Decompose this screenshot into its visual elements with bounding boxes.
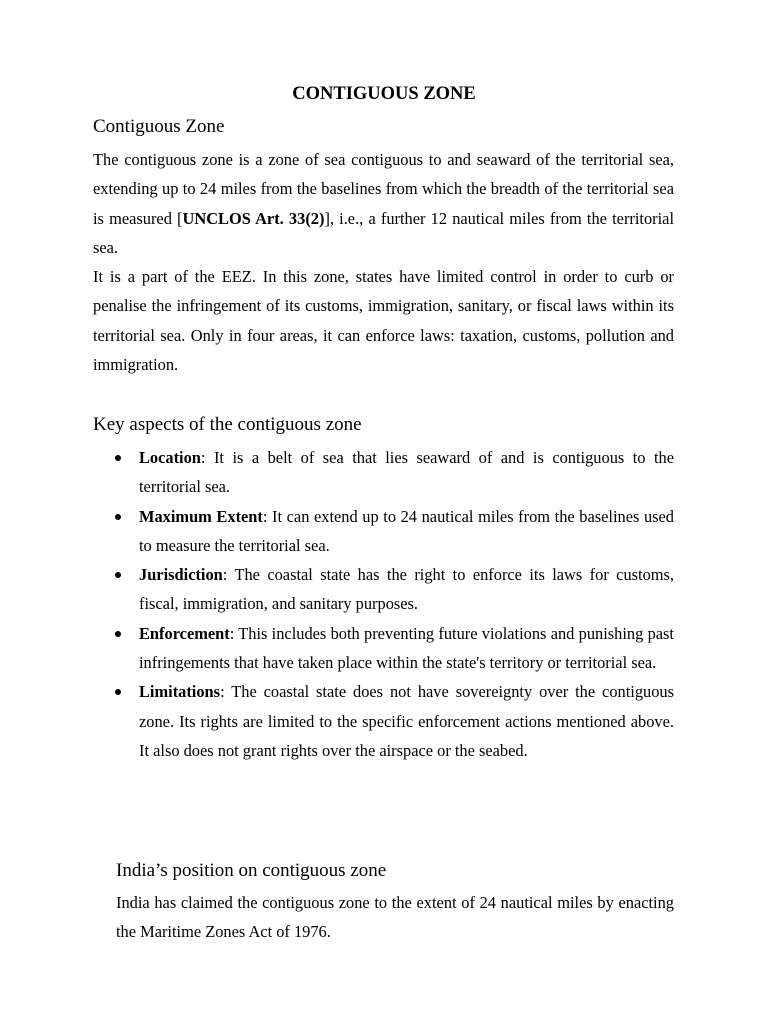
paragraph-definition bbox=[93, 145, 674, 262]
document-title: CONTIGUOUS ZONE bbox=[292, 84, 476, 104]
bullet-icon bbox=[115, 514, 121, 520]
bullet-icon bbox=[115, 689, 121, 695]
list-item bbox=[93, 443, 674, 502]
list-item-term: Location bbox=[139, 448, 201, 467]
list-item bbox=[93, 677, 674, 765]
section-heading-key-aspects: Key aspects of the contiguous zone bbox=[93, 414, 362, 435]
bullet-icon bbox=[115, 631, 121, 637]
list-item-text: : It can extend up to 24 nautical miles from the baselines used to measure the territorial sea. bbox=[139, 506, 674, 555]
list-item bbox=[93, 560, 674, 619]
list-item-term: Maximum Extent bbox=[139, 506, 263, 526]
list-item-text: : This includes both preventing future violations and punishing past infringements that have taken place within the state's territory or territorial sea. bbox=[139, 623, 674, 673]
section-heading-india-position: India’s position on contiguous zone bbox=[116, 860, 387, 881]
list-item-term: Jurisdiction bbox=[139, 565, 223, 585]
bullet-icon bbox=[115, 572, 121, 578]
list-item-term: Enforcement bbox=[139, 623, 230, 643]
unclos-reference: UNCLOS Art. 33(2) bbox=[182, 208, 325, 228]
paragraph-india: India has claimed the contiguous zone to the extent of 24 nautical miles by enacting the Maritime Zones Act of 1976. bbox=[116, 893, 674, 942]
paragraph-eez: It is a part of the EEZ. In this zone, states have limited control in order to curb or penalise the infringement of its customs, immigration, sanitary, or fiscal laws within its territorial sea. Only in four areas, it can enforce laws: taxation, customs, pollution and immigration. bbox=[93, 267, 674, 374]
list-item bbox=[93, 502, 674, 561]
bullet-icon bbox=[115, 455, 121, 461]
list-item-text: : The coastal state does not have sovereignty over the contiguous zone. Its rights are limited to the specific enforcement actions mentioned above. It also does not grant rights over the airspace or the seabed. bbox=[139, 682, 674, 760]
definition-text-start: The contiguous zone is a zone of sea contiguous to and seaward of the territorial sea, extending up to 24 miles from the baselines from which the breadth of the territorial sea is measured [ bbox=[93, 150, 674, 228]
list-item bbox=[93, 619, 674, 678]
definition-text-end: ], i.e., a further 12 nautical miles from the territorial sea. bbox=[93, 208, 674, 257]
list-item-text: : It is a belt of sea that lies seaward of and is contiguous to the territorial sea. bbox=[139, 448, 674, 497]
list-item-text: : The coastal state has the right to enforce its laws for customs, fiscal, immigration, and sanitary purposes. bbox=[139, 565, 674, 614]
section-heading-contiguous-zone: Contiguous Zone bbox=[93, 116, 225, 137]
key-aspects-list bbox=[93, 443, 674, 765]
list-item-term: Limitations bbox=[139, 682, 221, 702]
